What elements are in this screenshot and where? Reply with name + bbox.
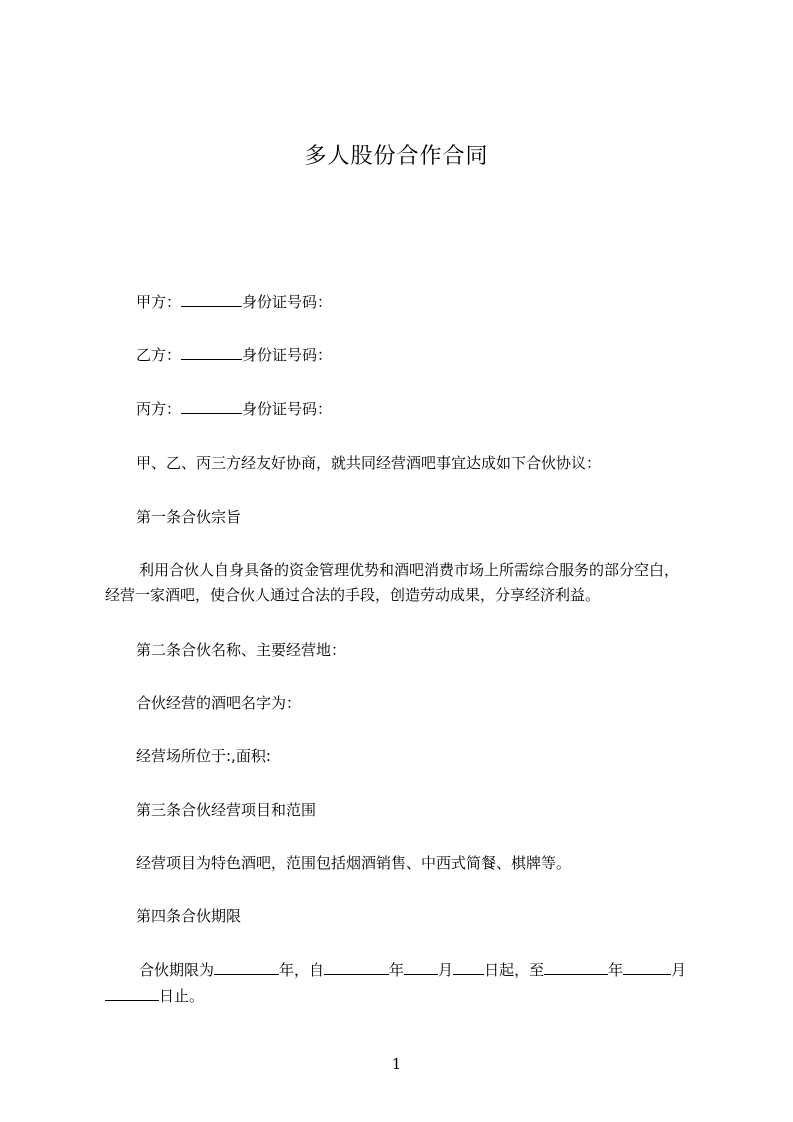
start-year-blank bbox=[324, 959, 389, 975]
article-1-text-line-2: 经营一家酒吧，使合伙人通过合法的手段，创造劳动成果，分享经济利益。 bbox=[105, 586, 601, 604]
term-years-blank bbox=[214, 959, 279, 975]
end-day-label: 日止。 bbox=[159, 987, 205, 1005]
start-day-label: 日起，至 bbox=[484, 961, 545, 979]
page-number: 1 bbox=[391, 1055, 402, 1073]
term-line-2 bbox=[105, 985, 705, 1007]
end-month-blank bbox=[623, 959, 671, 975]
term-year-label: 年，自 bbox=[279, 961, 325, 979]
party-a-name-blank bbox=[181, 291, 242, 307]
party-c-name-blank bbox=[181, 398, 242, 414]
article-3-heading: 第三条合伙经营项目和范围 bbox=[136, 801, 317, 819]
party-c-label: 丙方： bbox=[136, 400, 182, 418]
start-month-blank bbox=[404, 959, 438, 975]
start-day-blank bbox=[453, 959, 484, 975]
party-c-line bbox=[105, 398, 736, 420]
end-month-label: 月 bbox=[671, 961, 687, 979]
end-day-blank bbox=[105, 985, 159, 1001]
party-c-id-label: 身份证号码： bbox=[242, 400, 333, 418]
party-b-line bbox=[105, 344, 736, 366]
end-year-blank bbox=[544, 959, 608, 975]
term-period-label: 合伙期限为 bbox=[139, 961, 215, 979]
party-b-id-label: 身份证号码： bbox=[242, 346, 333, 364]
article-2-heading: 第二条合伙名称、主要经营地： bbox=[136, 641, 347, 659]
end-year-label: 年 bbox=[608, 961, 624, 979]
location-line: 经营场所位于:,面积: bbox=[136, 747, 271, 765]
intro-paragraph: 甲、乙、丙三方经友好协商，就共同经营酒吧事宜达成如下合伙协议： bbox=[136, 454, 602, 472]
document-title: 多人股份合作合同 bbox=[304, 144, 489, 169]
start-year-label: 年 bbox=[389, 961, 405, 979]
party-b-label: 乙方： bbox=[136, 346, 182, 364]
party-b-name-blank bbox=[181, 344, 242, 360]
party-a-id-label: 身份证号码： bbox=[242, 293, 333, 311]
article-4-heading: 第四条合伙期限 bbox=[136, 907, 242, 925]
article-3-text: 经营项目为特色酒吧，范围包括烟酒销售、中西式简餐、棋牌等。 bbox=[136, 854, 572, 872]
party-a-line bbox=[105, 291, 736, 313]
article-1-heading: 第一条合伙宗旨 bbox=[136, 508, 242, 526]
term-line-1 bbox=[105, 959, 739, 981]
bar-name-line: 合伙经营的酒吧名字为： bbox=[136, 694, 302, 712]
article-1-text-line-1: 利用合伙人自身具备的资金管理优势和酒吧消费市场上所需综合服务的部分空白， bbox=[139, 561, 680, 579]
party-a-label: 甲方： bbox=[136, 293, 182, 311]
start-month-label: 月 bbox=[438, 961, 454, 979]
